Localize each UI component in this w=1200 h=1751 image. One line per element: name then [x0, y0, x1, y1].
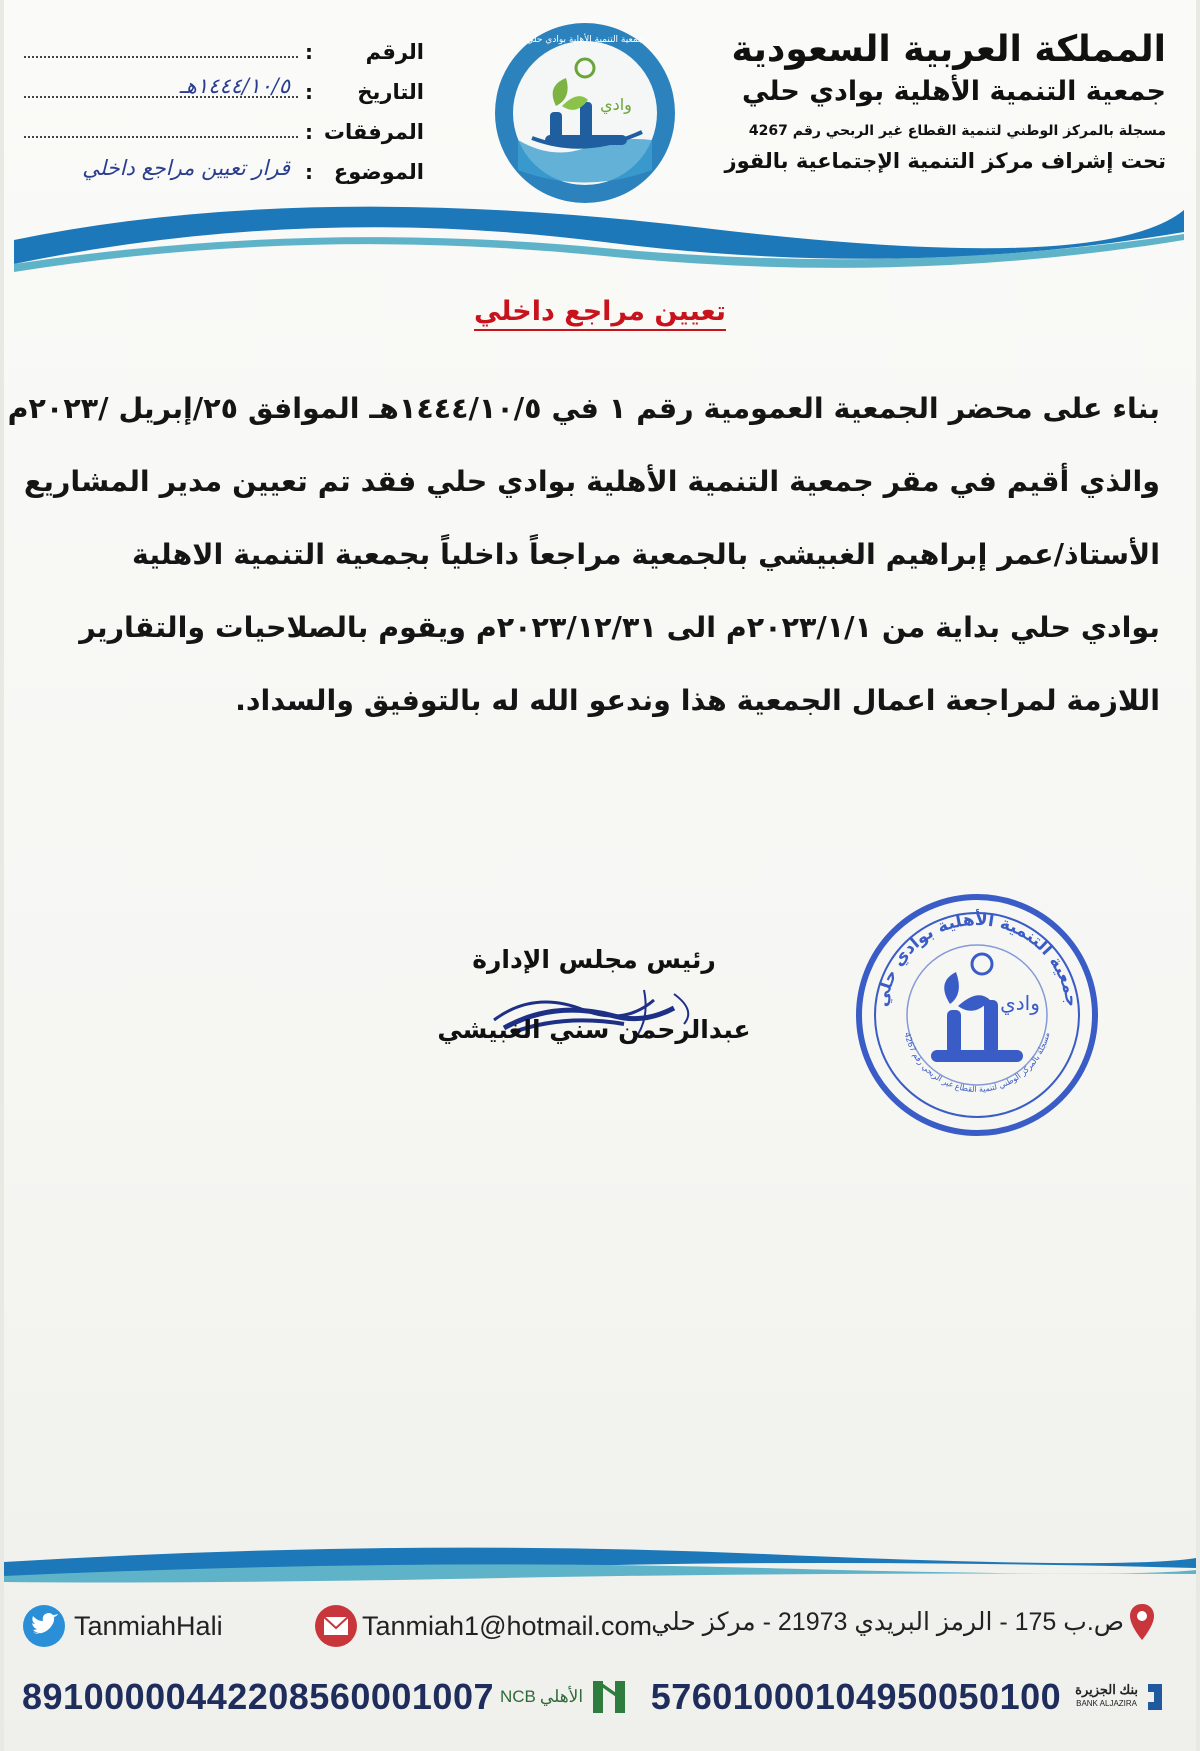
document-body — [7, 372, 1160, 737]
meta-value-line — [24, 26, 298, 58]
jazira-account-number: 57601000104950050100 — [650, 1676, 1062, 1717]
letterhead-org — [706, 28, 1166, 178]
letter-meta — [24, 24, 424, 184]
footer-wave-divider — [4, 1528, 1196, 1588]
meta-label: الرقم — [365, 40, 424, 64]
meta-attachments-row: المرفقات : — [24, 104, 424, 144]
footer-jazira-account — [651, 1676, 1166, 1718]
footer-email — [314, 1604, 652, 1648]
location-pin-icon — [1128, 1602, 1156, 1642]
handwritten-subject: قرار تعيين مراجع داخلي — [82, 156, 290, 180]
signatory-name: عبدالرحمن سني الغبيشي — [437, 1015, 751, 1044]
association-name: جمعية التنمية الأهلية بوادي حلي — [742, 76, 1166, 107]
footer-address — [651, 1602, 1156, 1642]
meta-value-line — [24, 66, 298, 98]
ncb-account-number: 89100000442208560001007 — [22, 1676, 494, 1717]
document-title: تعيين مراجع داخلي — [4, 296, 1196, 331]
email-icon — [314, 1604, 358, 1648]
twitter-handle: TanmiahHali — [74, 1610, 223, 1641]
meta-date-row: التاريخ : ١٤٤٤/١٠/٥هـ — [24, 64, 424, 104]
signatory-role: رئيس مجلس الإدارة — [472, 945, 716, 974]
meta-value-line — [24, 148, 298, 178]
registration-note: مسجلة بالمركز الوطني لتنمية القطاع غير الربحي رقم 4267 — [748, 123, 1166, 139]
svg-text:جمعية التنمية الأهلية بوادي حل: جمعية التنمية الأهلية بوادي حلي — [872, 909, 1082, 1009]
meta-label: التاريخ — [357, 80, 424, 104]
body-line: بوادي حلي بداية من ٢٠٢٣/١/١م الى ٢٠٢٣/١٢/٣١م ويقوم بالصلاحيات والتقارير — [79, 611, 1160, 644]
svg-text:جمعية التنمية الأهلية بوادي حل: جمعية التنمية الأهلية بوادي حلي — [526, 35, 644, 45]
svg-text:مسجلة بالمركز الوطني لتنمية ال: مسجلة بالمركز الوطني لتنمية القطاع غير الربحي رقم 4267 — [902, 1031, 1052, 1094]
meta-subject-row: الموضوع : قرار تعيين مراجع داخلي — [24, 144, 424, 184]
seal-wadi-text: وادي — [1000, 991, 1040, 1015]
meta-label: الموضوع — [333, 160, 424, 184]
official-seal — [852, 890, 1102, 1140]
handwritten-date: ١٤٤٤/١٠/٥هـ — [179, 74, 290, 98]
email-address: Tanmiah1@hotmail.com — [362, 1610, 653, 1641]
header-wave-divider — [4, 190, 1196, 290]
meta-value-line — [24, 106, 298, 138]
signature-block — [404, 940, 784, 1050]
footer-twitter — [22, 1604, 223, 1648]
body-line: بناء على محضر الجمعية العمومية رقم ١ في ١٤٤٤/١٠/٥هـ الموافق ٢٥/إبريل /٢٠٢٣م — [7, 392, 1160, 425]
letter-page — [4, 0, 1196, 1751]
body-line: والذي أقيم في مقر جمعية التنمية الأهلية بوادي حلي فقد تم تعيين مدير المشاريع — [23, 465, 1160, 498]
bank-aljazira-logo-icon — [1144, 1680, 1166, 1714]
association-logo — [492, 20, 678, 206]
supervision-note: تحت إشراف مركز التنمية الإجتماعية بالقوز — [724, 149, 1166, 173]
body-line: اللازمة لمراجعة اعمال الجمعية هذا وندعو الله له بالتوفيق والسداد. — [235, 684, 1160, 717]
ncb-arabic-label: الأهلي — [539, 1687, 584, 1706]
ncb-label: NCB — [500, 1687, 536, 1706]
footer-ncb-account — [22, 1676, 629, 1718]
body-line: الأستاذ/عمر إبراهيم الغبيشي بالجمعية مراجعاً داخلياً بجمعية التنمية الاهلية — [132, 538, 1160, 571]
logo-wadi-text: وادي — [600, 95, 632, 114]
jazira-label: بنك الجزيرة BANK ALJAZIRA — [1075, 1682, 1138, 1708]
meta-label: المرفقات — [323, 120, 424, 144]
meta-number-row: الرقم : — [24, 24, 424, 64]
letter-footer — [4, 1590, 1196, 1740]
kingdom-name: المملكة العربية السعودية — [731, 29, 1166, 70]
postal-address: ص.ب 175 - الرمز البريدي 21973 - مركز حلي — [651, 1608, 1124, 1636]
ncb-logo-icon — [589, 1679, 629, 1715]
twitter-icon — [22, 1604, 66, 1648]
